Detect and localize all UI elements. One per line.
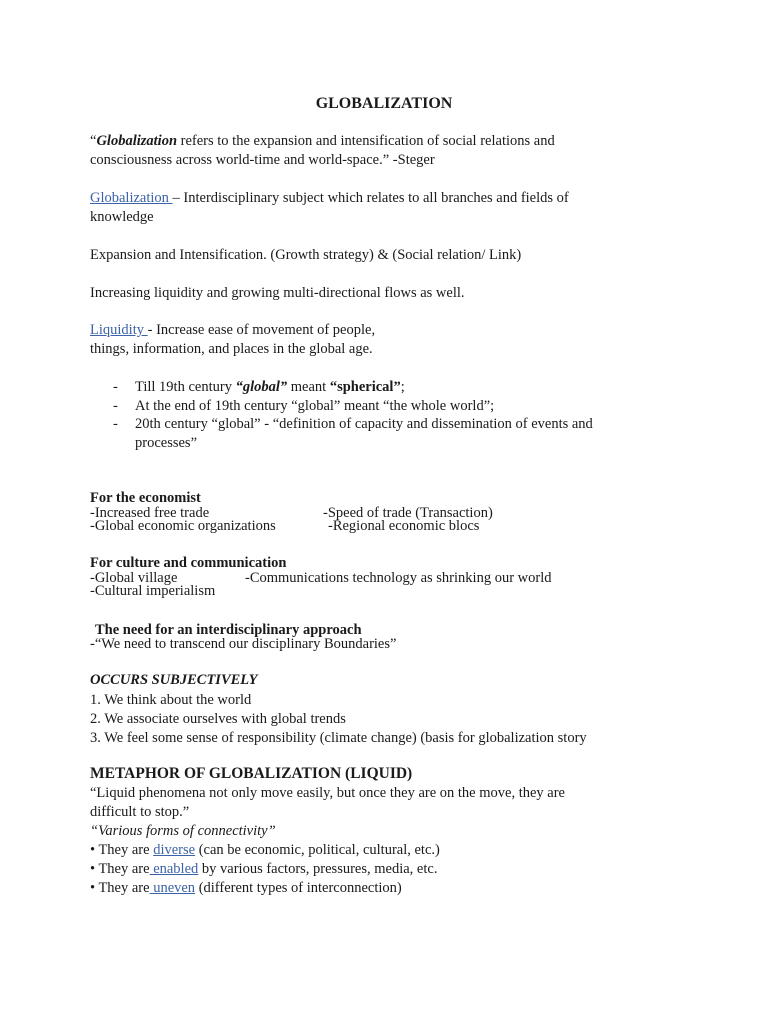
list-item [135,378,405,396]
steger-quote-line-2: consciousness across world-time and world-space.” -Steger [90,152,435,168]
liquidity-def-line-1 [90,321,375,339]
bullet-text: • They are [90,880,150,896]
bullet-text: (different types of interconnection) [195,880,402,896]
list-marker: - [113,416,118,432]
connectivity-bullet [90,841,440,859]
culture-item: -Communications technology as shrinking our world [245,570,552,586]
list-item-text: Till 19th century [135,379,236,395]
interdisciplinary-heading: The need for an interdisciplinary approach [95,622,362,638]
quote-line-1-text: refers to the expansion and intensification of social relations and [177,133,555,149]
list-item-continuation: processes” [135,435,198,451]
list-item: 20th century “global” - “definition of capacity and dissemination of events and [135,416,593,432]
definition-line-1 [90,189,569,207]
subjective-heading: OCCURS SUBJECTIVELY [90,672,258,688]
bullet-text: by various factors, pressures, media, etc. [198,861,438,877]
list-item: At the end of 19th century “global” meant “the whole world”; [135,398,495,414]
bullet-text: (can be economic, political, cultural, etc.) [195,842,440,858]
liquidity-line: Increasing liquidity and growing multi-directional flows as well. [90,285,465,301]
list-item-text: meant [287,379,330,395]
economist-item: -Regional economic blocs [328,518,480,534]
liquidity-def-line-2: things, information, and places in the global age. [90,341,373,357]
liquidity-link[interactable]: Liquidity [90,322,148,338]
liquidity-def-line-1-text: - Increase ease of movement of people, [147,322,376,338]
definition-line-2: knowledge [90,209,154,225]
metaphor-quote-line-1: “Liquid phenomena not only move easily, but once they are on the move, they are [90,785,565,801]
globalization-link[interactable]: Globalization [90,190,173,206]
document-title: GLOBALIZATION [315,95,453,112]
metaphor-quote-line-2: difficult to stop.” [90,804,190,820]
quote-term: Globalization [96,133,178,149]
connectivity-bullet [90,860,437,878]
definition-line-1-text: – Interdisciplinary subject which relates to all branches and fields of [172,190,569,206]
enabled-link[interactable]: enabled [149,861,199,877]
economist-item: -Global economic organizations [90,518,276,534]
diverse-link[interactable]: diverse [153,842,196,858]
bullet-text: • They are [90,861,150,877]
connectivity-subheading: “Various forms of connectivity” [90,823,276,839]
bullet-text: • They are [90,842,154,858]
metaphor-heading: METAPHOR OF GLOBALIZATION (LIQUID) [90,765,413,782]
list-marker: - [113,379,118,395]
culture-item: -Global village [90,570,178,586]
steger-quote-line-1 [90,132,555,150]
list-item-text: ; [400,379,405,395]
subjective-item: 3. We feel some sense of responsibility (climate change) (basis for globalization story [90,730,587,746]
list-item-emphasis: “global” [235,379,288,395]
subjective-item: 2. We associate ourselves with global trends [90,711,346,727]
culture-heading: For culture and communication [90,555,287,571]
expansion-line: Expansion and Intensification. (Growth strategy) & (Social relation/ Link) [90,247,522,263]
interdisciplinary-text: -“We need to transcend our disciplinary Boundaries” [90,636,397,652]
open-quote: “ [90,133,97,149]
connectivity-bullet [90,879,402,897]
list-marker: - [113,398,118,414]
list-item-strong: “spherical” [329,379,401,395]
culture-item: -Cultural imperialism [90,583,216,599]
economist-item: -Speed of trade (Transaction) [323,505,493,521]
subjective-item: 1. We think about the world [90,692,252,708]
uneven-link[interactable]: uneven [149,880,196,896]
economist-heading: For the economist [90,490,201,506]
economist-item: -Increased free trade [90,505,210,521]
